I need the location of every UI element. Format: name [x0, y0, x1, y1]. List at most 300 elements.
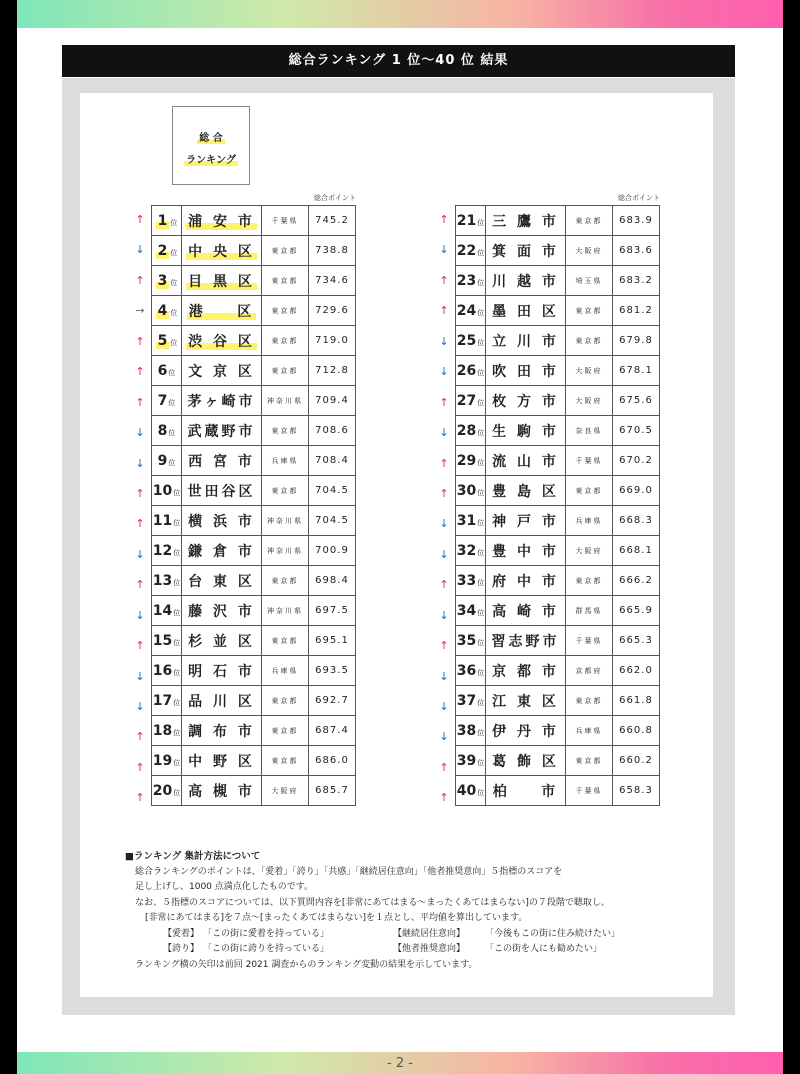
- rank-cell: [152, 326, 182, 356]
- rank-change-down-icon: ↓: [439, 243, 449, 257]
- city-name: 習志野市: [486, 626, 566, 656]
- rank-change-down-icon: ↓: [439, 547, 449, 561]
- city-name: 目 黒 区: [182, 266, 262, 296]
- arrows-left: [133, 205, 147, 814]
- score: 729.6: [309, 296, 356, 326]
- def-value: 「この街に愛着を持っている」: [203, 928, 330, 939]
- score: 738.8: [309, 236, 356, 266]
- city-name: 川 越 市: [486, 266, 566, 296]
- prefecture: 東京都: [262, 686, 309, 716]
- rank-change-up-icon: ↑: [439, 304, 449, 318]
- def-value: 「この街に誇りを持っている」: [203, 944, 330, 954]
- rank-number: 13: [152, 572, 173, 589]
- rank-suffix: 位: [168, 458, 176, 467]
- rank-change-up-icon: ↑: [439, 639, 449, 653]
- rank-suffix: 位: [477, 608, 485, 617]
- rank-suffix: 位: [170, 308, 178, 317]
- rank-cell: [456, 386, 486, 416]
- city-name: 港 区: [182, 296, 262, 326]
- prefecture: 兵庫県: [262, 656, 309, 686]
- rank-change-up-icon: ↑: [135, 578, 145, 592]
- prefecture: 京都府: [566, 656, 613, 686]
- rank-cell: [456, 236, 486, 266]
- rank-number: 12: [152, 542, 173, 559]
- score: 665.9: [613, 596, 660, 626]
- rank-suffix: 位: [173, 578, 181, 587]
- rank-cell: [152, 656, 182, 686]
- rank-cell: [152, 596, 182, 626]
- prefecture: 東京都: [262, 626, 309, 656]
- rank-change-up-icon: ↑: [135, 730, 145, 744]
- prefecture: 東京都: [262, 326, 309, 356]
- rank-suffix: 位: [170, 338, 178, 347]
- page-number: - 2 -: [387, 1056, 413, 1071]
- prefecture: 東京都: [262, 566, 309, 596]
- prefecture: 東京都: [566, 566, 613, 596]
- rank-change-up-icon: ↑: [439, 213, 449, 226]
- city-name: 柏 市: [486, 776, 566, 806]
- city-name: 高 崎 市: [486, 596, 566, 626]
- score: 700.9: [309, 536, 356, 566]
- city-name: 豊 島 区: [486, 476, 566, 506]
- rank-change-up-icon: ↑: [439, 456, 449, 470]
- rank-suffix: 位: [168, 398, 176, 407]
- city-name: 流 山 市: [486, 446, 566, 476]
- rank-cell: [152, 776, 182, 806]
- ranking-row: [152, 536, 356, 566]
- city-name: 杉 並 区: [182, 626, 262, 656]
- def-key: 【継続居住意向】: [393, 928, 466, 939]
- rank-change-down-icon: ↓: [439, 730, 449, 744]
- city-name: 世田谷区: [182, 476, 262, 506]
- ranking-row: [456, 326, 660, 356]
- rank-cell: [456, 716, 486, 746]
- score: 662.0: [613, 656, 660, 686]
- rank-suffix: 位: [173, 758, 181, 767]
- ranking-row: [456, 206, 660, 236]
- rank-number: 31: [456, 512, 477, 529]
- score: 693.5: [309, 656, 356, 686]
- rank-change-down-icon: ↓: [439, 669, 449, 683]
- rank-change-up-icon: ↑: [439, 395, 449, 409]
- prefecture: 東京都: [262, 266, 309, 296]
- city-name: 三 鷹 市: [486, 206, 566, 236]
- ranking-row: [456, 746, 660, 776]
- ranking-row: [152, 236, 356, 266]
- rank-suffix: 位: [173, 668, 181, 677]
- rank-suffix: 位: [477, 458, 485, 467]
- prefecture: 大阪府: [566, 356, 613, 386]
- rank-number: 21: [456, 212, 477, 229]
- ranking-row: [456, 686, 660, 716]
- rank-change-down-icon: ↓: [439, 426, 449, 440]
- rank-change-up-icon: ↑: [439, 760, 449, 774]
- rank-suffix: 位: [168, 428, 176, 437]
- prefecture: 東京都: [566, 326, 613, 356]
- rank-suffix: 位: [173, 638, 181, 647]
- ranking-row: [152, 356, 356, 386]
- city-name: 横 浜 市: [182, 506, 262, 536]
- score: 675.6: [613, 386, 660, 416]
- method-notes: [125, 849, 709, 973]
- rank-suffix: 位: [173, 698, 181, 707]
- definition-row: [129, 942, 709, 958]
- prefecture: 神奈川県: [262, 596, 309, 626]
- rank-change-up-icon: ↑: [135, 486, 145, 500]
- points-label-right: 総合ポイント: [618, 194, 660, 202]
- score: 668.3: [613, 506, 660, 536]
- rank-number: 28: [456, 422, 477, 439]
- def-key: 【誇り】: [163, 944, 200, 954]
- score: 698.4: [309, 566, 356, 596]
- score: 708.4: [309, 446, 356, 476]
- ranking-badge: [172, 106, 250, 185]
- rank-number: 25: [456, 332, 477, 349]
- rank-cell: [152, 266, 182, 296]
- rank-change-up-icon: ↑: [135, 639, 145, 653]
- rank-cell: [152, 446, 182, 476]
- points-label-left: 総合ポイント: [314, 194, 356, 202]
- prefecture: 埼玉県: [566, 266, 613, 296]
- city-name: 藤 沢 市: [182, 596, 262, 626]
- def-value: 「今後もこの街に住み続けたい」: [485, 928, 621, 939]
- rank-cell: [456, 626, 486, 656]
- rank-suffix: 位: [477, 338, 485, 347]
- top-gradient-bar: [17, 0, 783, 28]
- rank-change-down-icon: ↓: [135, 608, 145, 622]
- rank-cell: [152, 206, 182, 236]
- score: 695.1: [309, 626, 356, 656]
- rank-cell: [456, 656, 486, 686]
- rank-number: 2: [157, 242, 168, 259]
- city-name: 武蔵野市: [182, 416, 262, 446]
- rank-suffix: 位: [477, 548, 485, 557]
- ranking-row: [152, 446, 356, 476]
- prefecture: 千葉県: [566, 626, 613, 656]
- rank-number: 34: [456, 602, 477, 619]
- score: 668.1: [613, 536, 660, 566]
- prefecture: 東京都: [566, 206, 613, 236]
- rank-cell: [456, 776, 486, 806]
- score: 679.8: [613, 326, 660, 356]
- ranking-row: [456, 506, 660, 536]
- prefecture: 兵庫県: [566, 716, 613, 746]
- city-name: 神 戸 市: [486, 506, 566, 536]
- ranking-row: [152, 656, 356, 686]
- score: 704.5: [309, 506, 356, 536]
- rank-change-down-icon: ↓: [439, 334, 449, 348]
- city-name: 高 槻 市: [182, 776, 262, 806]
- rank-suffix: 位: [477, 488, 485, 497]
- city-name: 中 野 区: [182, 746, 262, 776]
- rank-cell: [152, 476, 182, 506]
- notes-p4: [非常にあてはまる]を７点〜[まったくあてはまらない]を１点とし、平均値を算出しています。: [145, 913, 528, 923]
- ranking-row: [456, 386, 660, 416]
- rank-number: 29: [456, 452, 477, 469]
- rank-cell: [456, 476, 486, 506]
- city-name: 京 都 市: [486, 656, 566, 686]
- rank-number: 7: [157, 392, 168, 409]
- ranking-row: [152, 476, 356, 506]
- rank-cell: [152, 506, 182, 536]
- rank-change-up-icon: ↑: [135, 791, 145, 805]
- rank-suffix: 位: [477, 218, 485, 227]
- city-name: 墨 田 区: [486, 296, 566, 326]
- rank-change-down-icon: ↓: [439, 517, 449, 531]
- rank-change-down-icon: ↓: [439, 608, 449, 622]
- prefecture: 東京都: [566, 476, 613, 506]
- notes-p3: なお、５指標のスコアについては、以下質問内容を[非常にあてはまる〜まったくあてはまらない]の７段階で聴取し、: [135, 897, 610, 908]
- rank-number: 38: [456, 722, 477, 739]
- rank-cell: [456, 446, 486, 476]
- city-name: 伊 丹 市: [486, 716, 566, 746]
- prefecture: 大阪府: [566, 386, 613, 416]
- notes-p2: 足し上げし、1000 点満点化したものです。: [135, 882, 314, 892]
- ranking-row: [456, 596, 660, 626]
- prefecture: 神奈川県: [262, 386, 309, 416]
- rank-suffix: 位: [170, 218, 178, 227]
- rank-number: 3: [157, 272, 168, 289]
- rank-number: 22: [456, 242, 477, 259]
- ranking-table-right: [455, 205, 660, 806]
- score: 687.4: [309, 716, 356, 746]
- rank-number: 1: [157, 212, 168, 229]
- rank-number: 40: [456, 782, 477, 799]
- notes-heading: ■ランキング 集計方法について: [125, 851, 261, 862]
- ranking-row: [456, 476, 660, 506]
- rank-cell: [456, 296, 486, 326]
- rank-suffix: 位: [170, 278, 178, 287]
- score: 681.2: [613, 296, 660, 326]
- ranking-row: [152, 386, 356, 416]
- ranking-row: [152, 566, 356, 596]
- rank-cell: [152, 236, 182, 266]
- rank-cell: [456, 326, 486, 356]
- city-name: 豊 中 市: [486, 536, 566, 566]
- rank-cell: [152, 626, 182, 656]
- rank-change-up-icon: ↑: [439, 486, 449, 500]
- city-name: 台 東 区: [182, 566, 262, 596]
- ranking-row: [456, 416, 660, 446]
- rank-suffix: 位: [477, 428, 485, 437]
- rank-change-down-icon: ↓: [135, 243, 145, 257]
- rank-number: 9: [157, 452, 168, 469]
- prefecture: 千葉県: [566, 776, 613, 806]
- prefecture: 千葉県: [262, 206, 309, 236]
- rank-number: 39: [456, 752, 477, 769]
- rank-change-up-icon: ↑: [135, 273, 145, 287]
- rank-change-up-icon: ↑: [135, 760, 145, 774]
- ranking-row: [456, 626, 660, 656]
- rank-cell: [456, 566, 486, 596]
- rank-suffix: 位: [477, 278, 485, 287]
- rank-suffix: 位: [173, 788, 181, 797]
- rank-change-up-icon: ↑: [135, 517, 145, 531]
- rank-change-up-icon: ↑: [439, 791, 449, 805]
- ranking-row: [456, 296, 660, 326]
- def-key: 【愛着】: [163, 928, 200, 939]
- badge-line1: 総 合: [199, 133, 223, 144]
- ranking-row: [152, 506, 356, 536]
- score: 697.5: [309, 596, 356, 626]
- rank-cell: [152, 356, 182, 386]
- ranking-row: [152, 686, 356, 716]
- score: 670.5: [613, 416, 660, 446]
- city-name: 品 川 区: [182, 686, 262, 716]
- ranking-row: [152, 716, 356, 746]
- score: 670.2: [613, 446, 660, 476]
- prefecture: 神奈川県: [262, 506, 309, 536]
- rank-number: 33: [456, 572, 477, 589]
- rank-change-up-icon: ↑: [135, 334, 145, 348]
- city-name: 箕 面 市: [486, 236, 566, 266]
- ranking-row: [456, 236, 660, 266]
- rank-suffix: 位: [477, 248, 485, 257]
- score: 658.3: [613, 776, 660, 806]
- rank-cell: [456, 596, 486, 626]
- rank-number: 30: [456, 482, 477, 499]
- rank-suffix: 位: [170, 248, 178, 257]
- rank-suffix: 位: [477, 308, 485, 317]
- prefecture: 東京都: [262, 476, 309, 506]
- ranking-row: [152, 296, 356, 326]
- ranking-row: [456, 776, 660, 806]
- rank-change-down-icon: ↓: [439, 700, 449, 713]
- rank-suffix: 位: [477, 578, 485, 587]
- page-title: 総合ランキング 1 位〜40 位 結果: [62, 45, 735, 77]
- score: 704.5: [309, 476, 356, 506]
- rank-cell: [456, 536, 486, 566]
- city-name: 枚 方 市: [486, 386, 566, 416]
- score: 692.7: [309, 686, 356, 716]
- rank-number: 5: [157, 332, 168, 349]
- rank-number: 36: [456, 662, 477, 679]
- score: 683.2: [613, 266, 660, 296]
- rank-suffix: 位: [477, 518, 485, 527]
- rank-suffix: 位: [477, 788, 485, 797]
- ranking-row: [456, 446, 660, 476]
- city-name: 調 布 市: [182, 716, 262, 746]
- prefecture: 兵庫県: [566, 506, 613, 536]
- rank-change-up-icon: ↑: [135, 365, 145, 379]
- ranking-row: [456, 356, 660, 386]
- notes-p5: ランキング横の矢印は前回 2021 調査からのランキング変動の結果を示しています。: [135, 959, 478, 970]
- score: 734.6: [309, 266, 356, 296]
- rank-suffix: 位: [477, 398, 485, 407]
- prefecture: 東京都: [566, 746, 613, 776]
- ranking-row: [152, 326, 356, 356]
- city-name: 府 中 市: [486, 566, 566, 596]
- score: 683.9: [613, 206, 660, 236]
- rank-number: 8: [157, 422, 168, 439]
- score: 712.8: [309, 356, 356, 386]
- rank-suffix: 位: [477, 368, 485, 377]
- rank-cell: [152, 566, 182, 596]
- rank-cell: [456, 746, 486, 776]
- ranking-row: [152, 266, 356, 296]
- rank-number: 19: [152, 752, 173, 769]
- city-name: 西 宮 市: [182, 446, 262, 476]
- rank-suffix: 位: [477, 668, 485, 677]
- score: 661.8: [613, 686, 660, 716]
- score: 719.0: [309, 326, 356, 356]
- page: [17, 0, 783, 1074]
- rank-suffix: 位: [477, 728, 485, 737]
- rank-number: 27: [456, 392, 477, 409]
- score: 678.1: [613, 356, 660, 386]
- rank-cell: [456, 206, 486, 236]
- rank-number: 26: [456, 362, 477, 379]
- rank-number: 18: [152, 722, 173, 739]
- rank-change-down-icon: ↓: [439, 365, 449, 379]
- ranking-row: [152, 746, 356, 776]
- ranking-row: [456, 566, 660, 596]
- rank-cell: [456, 266, 486, 296]
- rank-cell: [456, 416, 486, 446]
- score: 665.3: [613, 626, 660, 656]
- rank-number: 4: [157, 302, 168, 319]
- rank-suffix: 位: [173, 518, 181, 527]
- rank-suffix: 位: [173, 608, 181, 617]
- city-name: 生 駒 市: [486, 416, 566, 446]
- prefecture: 神奈川県: [262, 536, 309, 566]
- badge-line2: ランキング: [186, 155, 236, 166]
- ranking-row: [152, 626, 356, 656]
- ranking-table-left: [151, 205, 356, 806]
- prefecture: 大阪府: [566, 236, 613, 266]
- rank-change-down-icon: ↓: [135, 456, 145, 470]
- rank-suffix: 位: [477, 638, 485, 647]
- score: 660.8: [613, 716, 660, 746]
- score: 685.7: [309, 776, 356, 806]
- prefecture: 大阪府: [566, 536, 613, 566]
- rank-cell: [152, 416, 182, 446]
- prefecture: 東京都: [262, 296, 309, 326]
- ranking-row: [456, 716, 660, 746]
- definition-row: [129, 927, 709, 943]
- rank-change-up-icon: ↑: [135, 395, 145, 409]
- prefecture: 東京都: [566, 296, 613, 326]
- prefecture: 奈良県: [566, 416, 613, 446]
- prefecture: 東京都: [262, 716, 309, 746]
- rank-change-down-icon: ↓: [135, 669, 145, 683]
- prefecture: 東京都: [262, 416, 309, 446]
- rank-cell: [152, 296, 182, 326]
- score: 669.0: [613, 476, 660, 506]
- rank-number: 10: [152, 482, 173, 499]
- ranking-row: [152, 416, 356, 446]
- rank-number: 32: [456, 542, 477, 559]
- rank-number: 14: [152, 602, 173, 619]
- rank-number: 24: [456, 302, 477, 319]
- rank-suffix: 位: [477, 758, 485, 767]
- score: 745.2: [309, 206, 356, 236]
- ranking-row: [456, 536, 660, 566]
- rank-number: 16: [152, 662, 173, 679]
- prefecture: 千葉県: [566, 446, 613, 476]
- city-name: 吹 田 市: [486, 356, 566, 386]
- rank-cell: [456, 686, 486, 716]
- city-name: 茅ヶ崎市: [182, 386, 262, 416]
- arrows-right: [437, 205, 451, 814]
- rank-number: 20: [152, 782, 173, 799]
- rank-change-up-icon: ↑: [439, 273, 449, 287]
- rank-cell: [152, 686, 182, 716]
- prefecture: 東京都: [566, 686, 613, 716]
- city-name: 中 央 区: [182, 236, 262, 266]
- city-name: 浦 安 市: [182, 206, 262, 236]
- rank-suffix: 位: [477, 698, 485, 707]
